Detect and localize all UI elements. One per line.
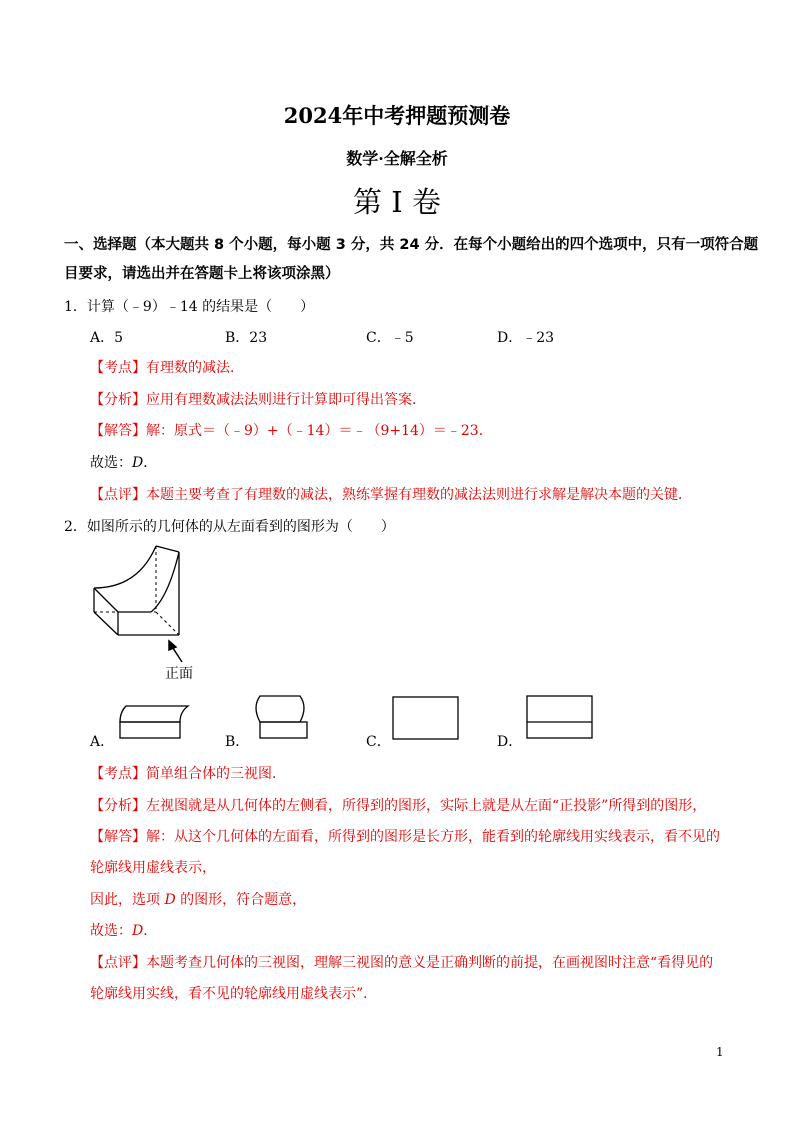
q1-answer-line [90,452,157,472]
q1-jieda [90,420,493,440]
q2-jieda3-b: D [164,892,176,908]
q1-kaodian-tag: 【考点】 [90,360,146,376]
q2-option-d-figure [526,695,596,741]
q2-dianping-line2: 轮廓线用实线，看不见的轮廓线用虚线表示”． [90,986,378,1002]
q2-option-c: C． [366,734,391,750]
q2-answer: D [132,923,144,939]
q2-answer-end: ． [143,923,158,939]
q2-jieda3-c: 的图形，符合题意， [175,892,307,908]
q1-stem: 1．计算（﹣9）﹣14 的结果是（ ） [64,299,315,315]
q2-option-b-figure [252,694,312,742]
page-subtitle: 数学·全解全析 [346,149,448,168]
q1-answer: D [132,455,144,471]
q2-dianping [90,952,713,972]
q1-guxuan: 故选： [90,455,132,471]
q2-jieda [90,826,720,846]
page-title: 2024年中考押题预测卷 [283,103,511,128]
q1-kaodian [90,357,244,377]
q1-dianping-tag: 【点评】 [90,487,146,503]
q2-fenxi-text: 左视图就是从几何体的左侧看，所得到的图形，实际上就是从左面“正投影”所得到的图形， [146,798,707,814]
section-instruction-line2: 目要求，请选出并在答题卡上将该项涂黑） [64,266,340,282]
q2-fenxi-tag: 【分析】 [90,798,146,814]
q2-stem: 2．如图所示的几何体的从左面看到的图形为（ ） [64,519,395,535]
q2-jieda3-a: 因此，选项 [90,892,165,908]
q1-fenxi [90,389,426,409]
q2-option-a: A． [90,734,115,750]
q2-option-a-figure [118,704,190,742]
q2-kaodian-text: 简单组合体的三视图． [146,766,286,782]
q1-option-b: B．23 [225,330,268,346]
q1-dianping-text: 本题主要考查了有理数的减法，熟练掌握有理数的减法法则进行求解是解决本题的关键． [146,487,692,503]
q1-fenxi-text: 应用有理数减法法则进行计算即可得出答案． [146,392,426,408]
q2-fenxi [90,795,706,815]
q1-kaodian-text: 有理数的减法． [146,360,244,376]
q1-fenxi-tag: 【分析】 [90,392,146,408]
q2-guxuan: 故选： [90,923,132,939]
q1-option-a: A．5 [90,330,124,346]
q1-option-c: C．﹣5 [366,330,414,346]
q2-answer-line [90,920,157,940]
q1-option-d: D．﹣23 [497,330,555,346]
q2-jieda-tag: 【解答】 [90,829,146,845]
q2-kaodian [90,763,286,783]
q2-dianping-text1: 本题考查几何体的三视图，理解三视图的意义是正确判断的前提，在画视图时注意“看得见的 [146,955,714,971]
q2-option-d: D． [497,734,523,750]
q2-jieda-text1: 解：从这个几何体的左面看，所得到的图形是长方形，能看到的轮廓线用实线表示，看不见的 [146,829,720,845]
q2-jieda-line2: 轮廓线用虚线表示， [90,860,216,876]
q1-jieda-tag: 【解答】 [90,423,146,439]
q2-figure-label: 正面 [165,666,193,682]
q1-jieda-text: 解：原式＝（﹣9）+（﹣14）＝﹣（9+14）＝﹣23． [146,423,493,439]
q1-answer-end: ． [143,455,158,471]
volume-heading: 第 I 卷 [353,185,441,219]
q2-option-c-figure [392,696,462,742]
page-number: 1 [716,1045,724,1059]
q2-solid-figure [88,548,198,658]
section-instruction-line1: 一、选择题（本大题共 8 个小题，每小题 3 分，共 24 分．在每个小题给出的四个选项中，只有一项符合题 [64,237,759,253]
q2-option-b: B． [225,734,250,750]
q2-jieda-line3 [90,889,306,909]
q2-dianping-tag: 【点评】 [90,955,146,971]
q2-kaodian-tag: 【考点】 [90,766,146,782]
q1-dianping [90,484,692,504]
